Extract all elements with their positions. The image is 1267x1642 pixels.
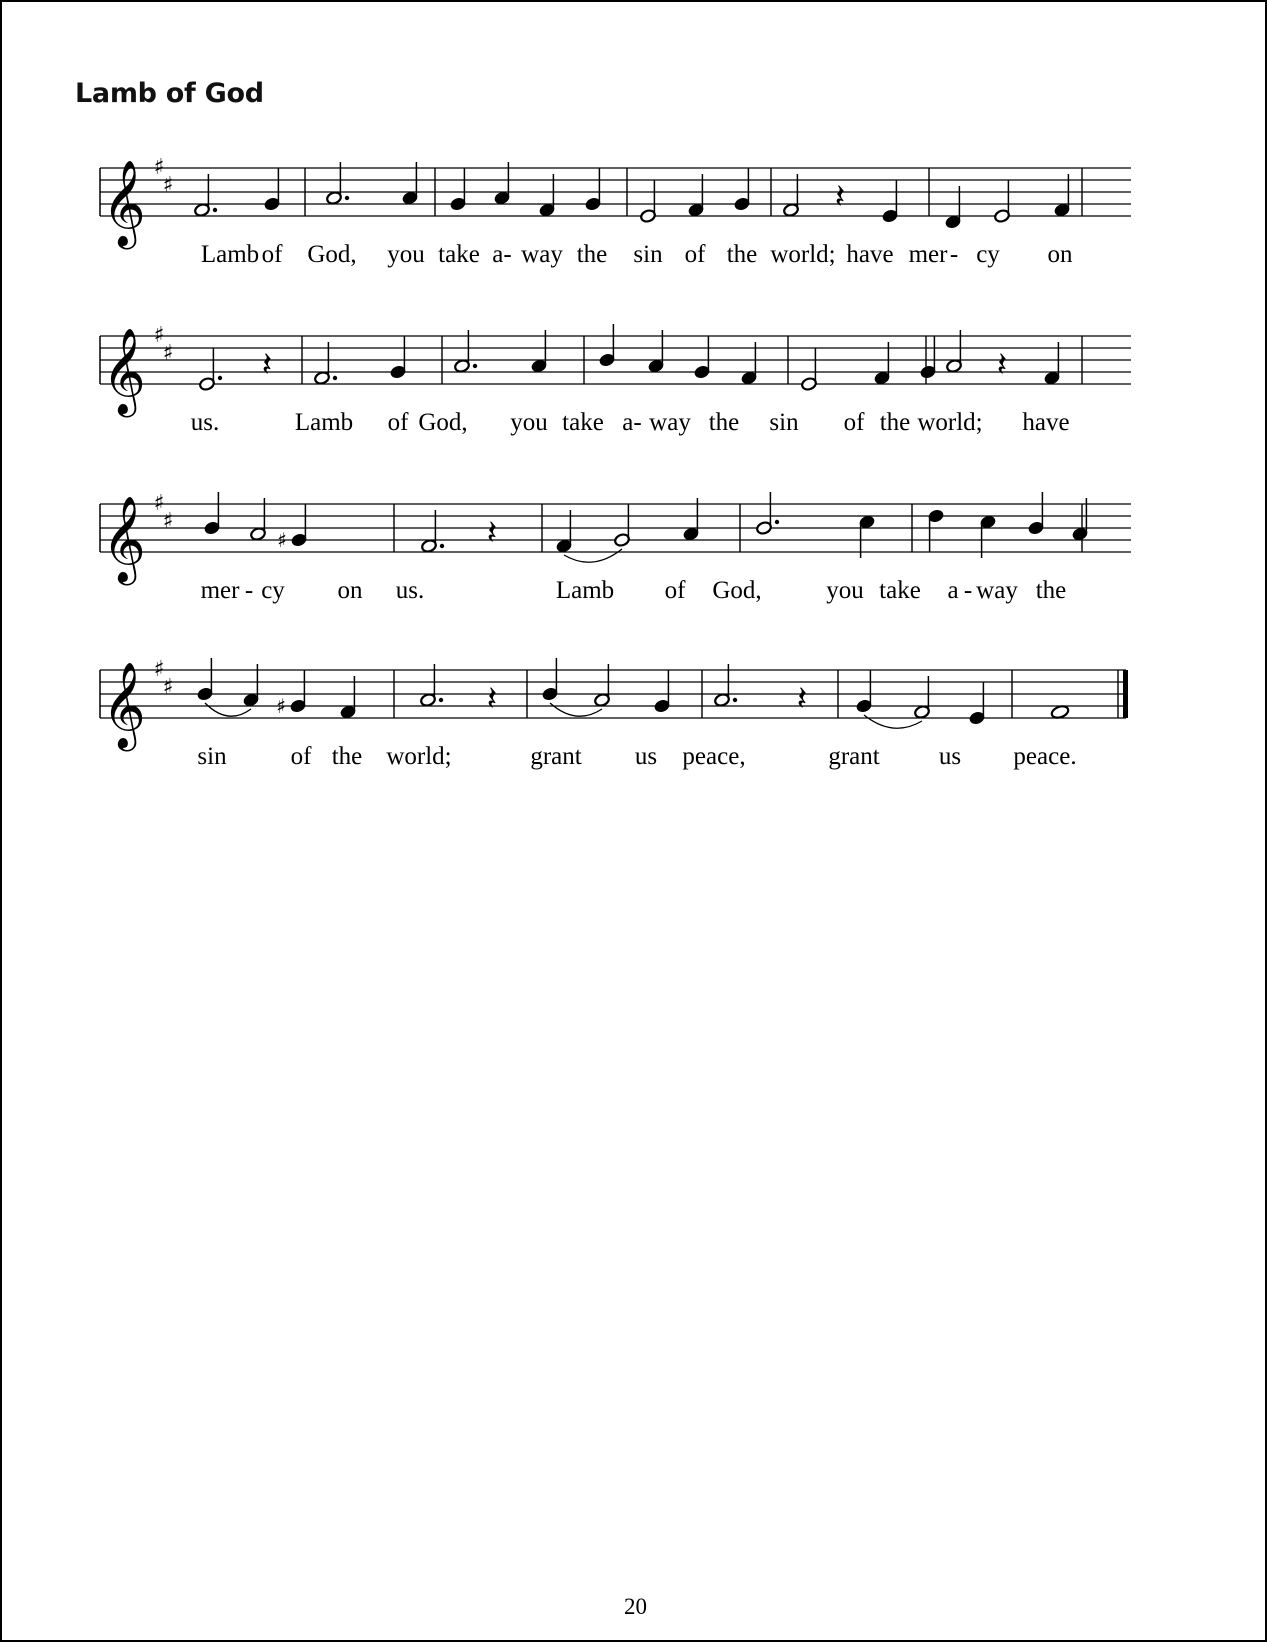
dot — [440, 544, 444, 548]
lyric-syllable: sin — [769, 409, 799, 436]
lyric-syllable: take — [438, 241, 480, 268]
lyric-syllable: have — [1022, 409, 1070, 436]
treble-clef: 𝄞 — [102, 496, 146, 582]
lyric-syllable: of — [387, 409, 409, 436]
lyric-syllable: of — [684, 241, 706, 268]
treble-clef: 𝄞 — [102, 662, 146, 748]
note — [1028, 492, 1045, 535]
lyric-syllable: Lamb — [200, 241, 260, 268]
lyric-syllable: of — [261, 241, 283, 268]
lyric-syllable: us — [938, 743, 962, 770]
dot — [345, 196, 349, 200]
key-sharp: ♯ — [162, 509, 174, 534]
lyric-syllable: world; — [386, 743, 452, 770]
dot — [213, 208, 217, 212]
key-sharp: ♯ — [162, 341, 174, 366]
lyric-syllable: world; — [917, 409, 983, 436]
lyric-syllable: of — [290, 743, 312, 770]
note — [920, 336, 937, 379]
lyric-syllable: take — [879, 577, 921, 604]
note — [994, 180, 1011, 223]
lyric-syllable: Lamb — [294, 409, 354, 436]
note — [197, 658, 214, 701]
key-sharp: ♯ — [153, 323, 165, 348]
lyric-syllable: the — [879, 409, 911, 436]
note — [756, 492, 780, 535]
slur — [864, 715, 922, 728]
lyric-syllable: take — [562, 409, 604, 436]
note — [599, 324, 616, 367]
quarter-rest: 𝄽 — [486, 679, 498, 719]
lyric-syllable: us. — [190, 409, 220, 436]
slur — [550, 703, 602, 716]
page-title: Lamb of God — [75, 78, 264, 109]
note — [694, 336, 711, 379]
lyric-syllable: a — [947, 577, 959, 604]
note — [640, 180, 657, 223]
staff-svg — [2, 478, 1267, 588]
treble-clef: 𝄞 — [102, 328, 146, 414]
lyric-syllable: mer — [908, 241, 948, 268]
note — [654, 670, 671, 713]
music-system-1 — [2, 142, 1267, 292]
lyric-syllable: you — [510, 409, 548, 436]
lyric-syllable: - — [244, 577, 254, 604]
note — [614, 504, 631, 547]
lyric-syllable: sin — [633, 241, 663, 268]
staff-svg — [2, 142, 1267, 252]
lyric-syllable: sin — [197, 743, 227, 770]
lyric-syllable: - — [963, 577, 973, 604]
quarter-rest: 𝄽 — [796, 679, 808, 719]
key-sharp: ♯ — [153, 657, 165, 682]
lyric-syllable: of — [843, 409, 865, 436]
note — [928, 509, 945, 552]
key-sharp: ♯ — [153, 491, 165, 516]
lyric-syllable: cy — [261, 577, 285, 604]
lyric-syllable: grant — [530, 743, 582, 770]
lyric-syllable: on — [337, 577, 363, 604]
music-system-2 — [2, 310, 1267, 460]
sharp-accidental: ♯ — [277, 528, 287, 552]
staff-svg — [2, 310, 1267, 420]
lyric-syllable: on — [1047, 241, 1073, 268]
note — [450, 168, 467, 211]
note — [542, 658, 559, 701]
final-barline-thick — [1123, 670, 1128, 718]
lyric-syllable: of — [664, 577, 686, 604]
lyric-syllable: God, — [712, 577, 762, 604]
key-sharp: ♯ — [162, 173, 174, 198]
quarter-rest: 𝄽 — [996, 345, 1008, 385]
quarter-rest: 𝄽 — [261, 345, 273, 385]
dot — [218, 376, 222, 380]
quarter-rest: 𝄽 — [486, 513, 498, 553]
note — [264, 168, 281, 211]
lyric-syllable: grant — [828, 743, 880, 770]
lyric-syllable: the — [708, 409, 740, 436]
note — [199, 348, 223, 391]
note — [801, 348, 818, 391]
note — [856, 670, 873, 713]
note — [390, 336, 407, 379]
lyric-syllable: world; — [770, 241, 836, 268]
lyric-syllable: us — [634, 743, 658, 770]
music-system-3 — [2, 478, 1267, 628]
lyric-syllable: peace, — [682, 743, 746, 770]
dot — [473, 364, 477, 368]
lyric-syllable: the — [726, 241, 758, 268]
lyric-syllable: the — [1035, 577, 1067, 604]
quarter-rest: 𝄽 — [834, 177, 846, 217]
dot — [733, 698, 737, 702]
lyric-syllable: Lamb — [555, 577, 615, 604]
staff-svg — [2, 644, 1267, 754]
dot — [333, 376, 337, 380]
slur — [564, 549, 622, 562]
lyric-syllable: peace. — [1013, 743, 1077, 770]
lyric-syllable: cy — [976, 241, 1000, 268]
lyric-syllable: you — [826, 577, 864, 604]
lyric-syllable: way — [521, 241, 563, 268]
sharp-accidental: ♯ — [276, 694, 286, 718]
note — [882, 180, 899, 223]
key-sharp: ♯ — [162, 675, 174, 700]
lyric-syllable: mer — [200, 577, 240, 604]
dot — [775, 520, 779, 524]
lyric-syllable: a- — [622, 409, 642, 436]
note — [734, 168, 751, 211]
note — [204, 492, 221, 535]
note — [969, 682, 986, 725]
lyric-syllable: God, — [307, 241, 357, 268]
lyric-syllable: have — [846, 241, 894, 268]
dot — [439, 698, 443, 702]
lyric-syllable: way — [649, 409, 691, 436]
slur — [205, 703, 251, 716]
note — [585, 168, 602, 211]
lyric-syllable: God, — [418, 409, 468, 436]
lyric-syllable: us. — [395, 577, 425, 604]
key-sharp: ♯ — [153, 155, 165, 180]
treble-clef: 𝄞 — [102, 160, 146, 246]
music-system-4 — [2, 644, 1267, 794]
lyric-syllable: you — [387, 241, 425, 268]
page-number: 20 — [624, 1594, 647, 1619]
lyric-syllable: the — [576, 241, 608, 268]
lyric-syllable: - — [949, 241, 959, 268]
lyric-syllable: way — [976, 577, 1018, 604]
lyric-syllable: the — [331, 743, 363, 770]
lyric-syllable: a- — [492, 241, 512, 268]
